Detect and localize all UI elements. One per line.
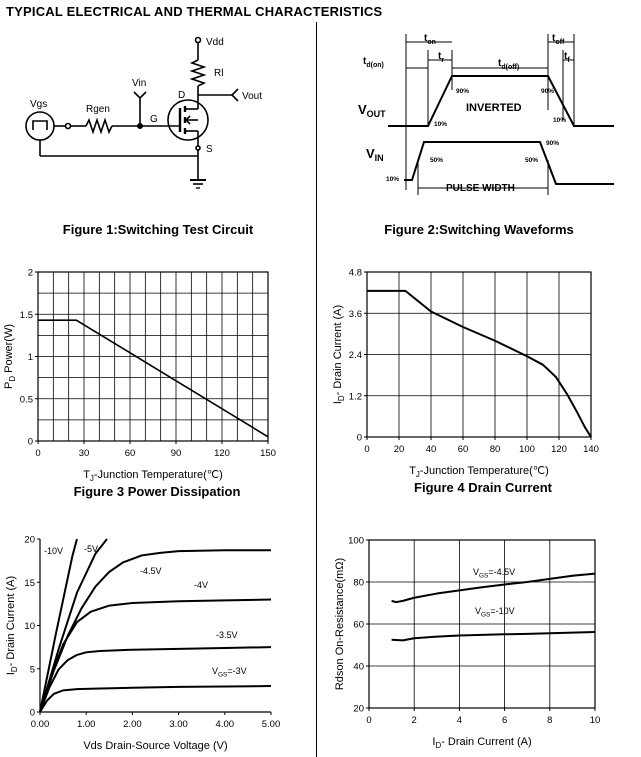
label-vin-wave: $V_{IN}$ [366,146,384,163]
label-tr: $t_r$ [438,51,445,64]
label-rgen: Rgen [86,104,110,115]
pct-50-b: 50% [525,157,539,164]
pct-90-b: 90% [541,88,555,95]
rgen-resistor [86,120,112,132]
label-ton: $t_{on}$ [424,33,436,46]
pct-10-b: 10% [553,117,567,124]
label-rl: Rl [214,68,224,79]
chart-title: Figure 3 Power Dissipation [73,484,241,499]
x-tick-label: 30 [78,448,90,459]
series-line [40,539,77,712]
x-tick-label: 140 [583,444,599,455]
chart-title: Figure 4 Drain Current [414,480,552,495]
x-axis-label: $T_J$-Junction Temperature(℃) [83,469,223,484]
x-tick-label: 8 [547,715,553,726]
x-tick-label: 60 [457,444,469,455]
y-tick-label: 40 [353,661,364,673]
series-line [392,632,595,640]
y-tick-label: 0 [356,432,362,444]
x-axis-label: $I_D-$ Drain Current (A) [432,736,532,751]
series-line [38,320,268,437]
label-vin: Vin [132,78,147,89]
series-line [40,686,271,712]
page-title: TYPICAL ELECTRICAL AND THERMAL CHARACTERISTICS [6,4,383,19]
series-label: -3.5V [216,630,238,640]
series-label: $V_{GS}=-4.5V$ [473,567,516,580]
pct-90-c: 90% [546,140,560,147]
pct-10-a: 10% [434,121,448,128]
y-tick-label: 100 [348,535,364,547]
x-tick-label: 40 [425,444,437,455]
label-g: G [150,114,158,125]
y-tick-label: 3.6 [348,308,362,320]
label-tf: $t_f$ [564,51,570,64]
x-tick-label: 80 [489,444,501,455]
vout-arrow [232,89,238,101]
x-tick-label: 4 [456,715,463,726]
x-tick-label: 0 [35,448,41,459]
y-tick-label: 1 [27,352,33,363]
y-tick-label: 4.8 [348,267,362,279]
x-tick-label: 1.00 [76,719,96,730]
label-inverted: INVERTED [466,102,522,114]
y-tick-label: 0 [29,707,35,719]
vdd-node [196,38,201,43]
y-tick-label: 1.2 [348,391,362,403]
label-s: S [206,144,213,155]
label-d: D [178,90,186,101]
y-tick-label: 60 [353,619,364,631]
label-vgs: Vgs [30,99,48,110]
label-tdoff: $t_{d(off)}$ [498,58,520,71]
y-tick-label: 20 [24,534,35,546]
x-tick-label: 4.00 [215,719,235,730]
label-vdd: Vdd [206,37,224,48]
switching-waveforms [317,20,641,220]
figure1-caption: Figure 1:Switching Test Circuit [62,222,254,237]
series-line [367,291,591,437]
label-pulse-width: PULSE WIDTH [446,183,515,194]
series-label: $V_{GS}=-10V$ [475,606,515,619]
x-tick-label: 0 [364,444,370,455]
switching-test-circuit [0,20,316,220]
pct-10-c: 10% [386,176,400,183]
x-tick-label: 6 [501,715,508,726]
vout-waveform [388,76,614,126]
x-tick-label: 90 [170,448,182,459]
x-axis-label: $T_J$-Junction Temperature(℃) [409,465,549,480]
y-tick-label: 5 [29,664,35,676]
y-tick-label: 0.5 [19,394,33,406]
pulse-icon [33,121,47,130]
x-tick-label: 150 [260,448,276,459]
x-tick-label: 2 [411,715,417,726]
label-vout: Vout [242,91,263,102]
drain-current-vs-temp-chart [317,258,641,508]
label-tdon: $t_{d(on)}$ [363,56,384,69]
x-tick-label: 5.00 [261,719,281,730]
x-tick-label: 20 [393,444,405,455]
vin-arrow [134,92,146,98]
y-tick-label: 80 [353,577,364,589]
pct-50-a: 50% [430,157,444,164]
y-axis-label: Rdson On-Resistance(mΩ) [334,557,346,691]
x-tick-label: 100 [519,444,535,455]
series-label: -10V [44,546,64,556]
y-tick-label: 2 [27,267,33,279]
x-tick-label: 2.00 [123,719,142,730]
x-tick-label: 10 [589,715,601,726]
series-label: -4.5V [140,566,162,576]
label-toff: $t_{off}$ [552,33,565,46]
y-tick-label: 20 [353,703,364,715]
x-tick-label: 0 [366,715,372,726]
x-tick-label: 60 [124,448,136,459]
x-tick-label: 0.00 [30,719,50,730]
label-vout-wave: $V_{OUT}$ [358,102,386,119]
x-tick-label: 120 [214,448,230,459]
y-tick-label: 0 [27,436,33,448]
y-tick-label: 15 [24,577,35,589]
series-label: -5V [84,544,99,554]
vgs-source [26,112,54,140]
rl-resistor [192,60,204,86]
y-tick-label: 1.5 [19,309,33,321]
output-characteristics-chart [0,528,316,757]
series-line [392,574,595,603]
y-axis-label: $I_D-$ Drain Current (A) [5,575,20,676]
series-label: -4V [194,580,209,590]
y-tick-label: 10 [24,621,35,632]
x-tick-label: 120 [551,444,567,455]
y-axis-label: $P_D$ Power(W) [3,323,18,390]
x-tick-label: 3.00 [169,719,188,730]
figure2-caption: Figure 2:Switching Waveforms [384,222,574,237]
pct-90-a: 90% [456,88,470,95]
y-tick-label: 2.4 [348,350,362,361]
on-resistance-chart [317,528,641,757]
series-label: $V_{GS}=-3V$ [212,666,247,679]
series-line [40,647,271,712]
power-dissipation-chart [0,258,316,508]
y-axis-label: $I_D-$ Drain Current (A) [332,304,347,405]
x-axis-label: Vds Drain-Source Voltage (V) [83,740,228,752]
